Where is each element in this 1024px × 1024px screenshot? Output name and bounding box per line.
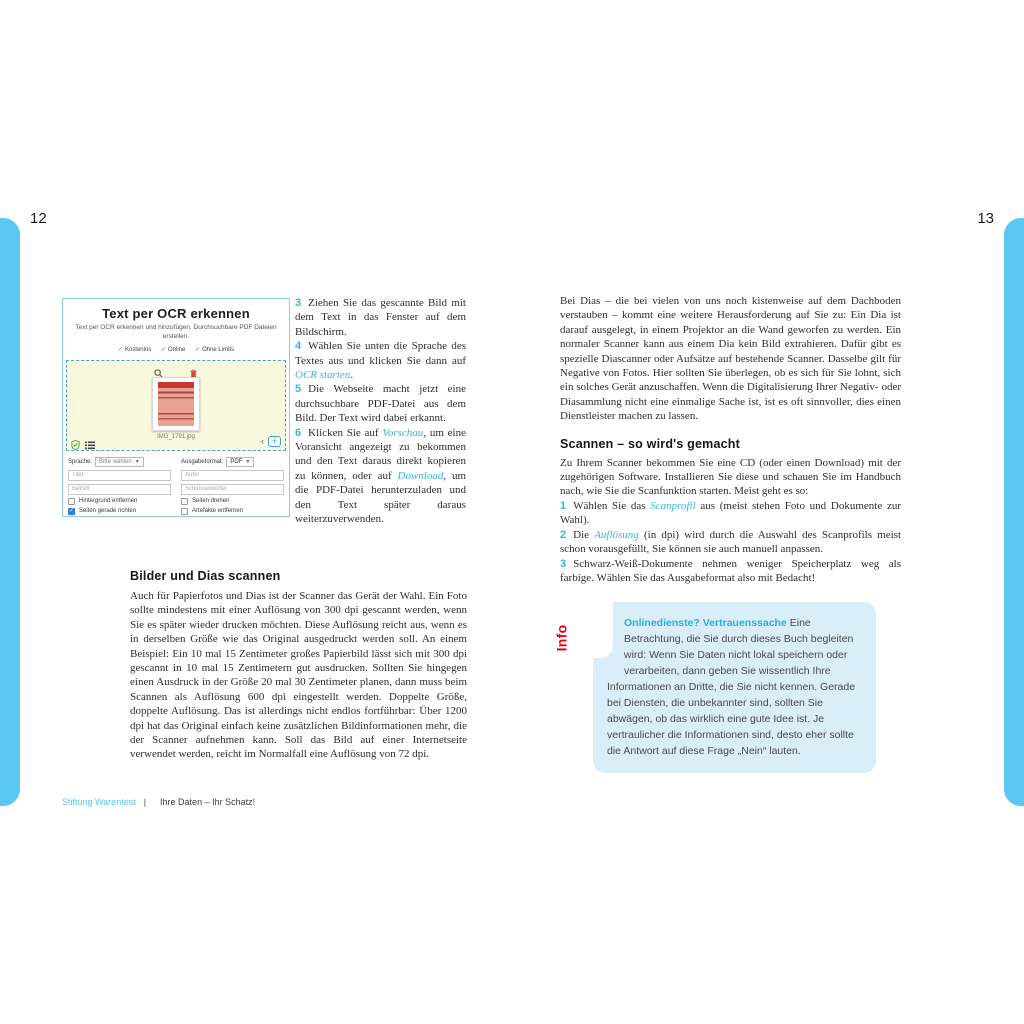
page-edge-tab-right — [1004, 218, 1024, 806]
step-3: 3 Ziehen Sie das gescannte Bild mit dem Text in das Fenster auf dem Bildschirm. — [295, 297, 466, 338]
checkbox-checked-icon: ✓ — [68, 508, 75, 515]
ausgabeformat-label: Ausgabeformat: — [181, 458, 224, 465]
autor-field[interactable] — [181, 470, 284, 481]
footer-separator: | — [143, 797, 147, 807]
page-edge-tab-left — [0, 218, 20, 806]
schluesselwoerter-field[interactable] — [181, 484, 284, 495]
step-5: 5 Die Webseite macht jetzt eine durchsuchbare PDF-Datei aus dem Bild. Der Text wird dabei erkannt. — [295, 383, 466, 425]
checkbox-icon — [181, 508, 188, 515]
titel-field[interactable] — [68, 470, 171, 481]
ocr-tool-screenshot — [62, 298, 290, 517]
chevron-down-icon: ▼ — [134, 458, 140, 465]
shield-check-icon — [71, 437, 80, 446]
prev-arrow-icon[interactable]: ‹ — [261, 435, 264, 446]
check-icon: ✓ — [195, 346, 201, 353]
right-steps — [560, 499, 901, 585]
badge-kostenlos: ✓ Kostenlos — [117, 346, 152, 353]
scanned-image-preview — [158, 382, 194, 426]
checkbox-icon — [68, 498, 75, 505]
scanned-image-thumbnail[interactable] — [152, 377, 200, 431]
info-tab-label: Info — [553, 624, 570, 652]
badge-online: ✓ Online — [160, 346, 186, 353]
check-icon: ✓ — [117, 346, 123, 353]
add-file-button[interactable]: + — [268, 436, 281, 447]
checkbox-icon — [181, 498, 188, 505]
scannen-intro: Zu Ihrem Scanner bekommen Sie eine CD (oder einen Download) mit der zugehörigen Software. Installieren Sie diese und schauen Sie im Handbuch nach, wie Sie die Scanfunktion starten. Meist geht es so: — [560, 456, 901, 498]
page-number-left: 12 — [30, 210, 47, 227]
left-steps-column — [295, 296, 466, 527]
magnifier-icon[interactable] — [154, 365, 163, 374]
info-heading: Onlinedienste? Vertrauenssache — [624, 617, 787, 630]
info-body: Eine Betrachtung, die Sie durch dieses Buch begleiten wird: Wenn Sie Daten nicht lokal speichern oder verarbeiten, dann geben Sie wissentlich Ihre Informationen an Dritte, die Sie nicht kennen. Gerade bei Diensten, die unbekannter sind, sollten Sie abwägen, ob das wirklich eine gute Idee ist. Je vertraulicher die Informationen sind, desto eher sollte die Antwort auf diese Frage „Nein“ lauten. — [607, 617, 856, 758]
checkbox-seiten-drehen[interactable]: Seiten drehen — [181, 498, 284, 505]
ausgabeformat-select[interactable]: PDF ▼ — [226, 457, 254, 467]
footer-book-title: Ihre Daten – Ihr Schatz! — [160, 797, 256, 807]
ocr-tool-subtitle: Text per OCR erkennen und hinzufügen. Durchsuchbare PDF Dateien erstellen. — [75, 324, 277, 340]
check-icon: ✓ — [160, 346, 167, 353]
step-4: 4 Wählen Sie unten die Sprache des Textes aus und klicken Sie dann auf OCR starten. — [295, 340, 466, 382]
trash-icon[interactable] — [189, 365, 198, 374]
ocr-options-form — [63, 451, 289, 515]
checkbox-seiten-gerade-richten[interactable]: ✓ Seiten gerade richten — [68, 508, 137, 515]
scanned-file-name: IMG_1791.jpg — [157, 433, 195, 440]
step-6: 6 Klicken Sie auf Vorschau, um eine Voransicht angezeigt zu bekommen und den Text daraus direkt kopieren zu können, oder auf Download, um die PDF-Datei herunterzuladen und den Text später daraus weiterzuverwenden. — [295, 426, 466, 526]
file-drop-area[interactable] — [66, 360, 286, 451]
link-aufloesung: Auflösung — [594, 528, 639, 541]
link-vorschau: Vorschau — [382, 426, 424, 439]
info-notch — [593, 602, 613, 658]
step-1: 1 Wählen Sie das Scanprofil aus (meist stehen Foto und Dokumente zur Wahl). — [560, 499, 901, 527]
section-body: Auch für Papierfotos und Dias ist der Scanner das Gerät der Wahl. Ein Foto sollte mindestens mit einer Auflösung von 300 dpi gescannt werden, wenn Sie es später wieder drucken möchten. Diese Auflösung reicht aus, wenn es in derselben Größe wie das Original ausgedruckt werden soll. An einem Beispiel: Ein 10 mal 15 Zentimeter großes Papierbild lässt sich mit 300 dpi gescannt in 10 mal 15 Zentimetern gut ausdrucken. Sollten Sie hingegen einen Ausdruck in der Größe 20 mal 30 Zentimeter planen, dann muss beim Scannen als Auflösung 600 dpi eingestellt werden. Doppelte Größe, doppelte Auflösung. Das ist allerdings nicht endlos fortführbar: Über 1200 dpi hat das Original einfach keine zusätzlichen Bildinformationen mehr, die der Scanner aufnehmen kann. Soll das Bild auf einer Internetseite verwendet werden, reicht im Normalfall eine Auflösung von 72 dpi. — [130, 590, 467, 761]
info-callout — [553, 602, 901, 773]
left-lower-section — [130, 569, 467, 762]
checkbox-hintergrund-entfernen[interactable]: Hintergrund entfernen — [68, 498, 171, 505]
right-page-column — [553, 294, 901, 773]
page-footer — [62, 797, 255, 807]
page-number-right: 13 — [977, 210, 994, 227]
info-box — [593, 602, 876, 773]
sprache-select[interactable]: Bitte wählen ▼ — [95, 457, 144, 467]
link-download: Download — [397, 469, 444, 482]
ocr-tool-title: Text per OCR erkennen — [102, 306, 250, 321]
footer-brand: Stiftung Warentest — [62, 797, 136, 807]
list-icon[interactable] — [85, 437, 94, 446]
section-heading-scannen: Scannen – so wird's gemacht — [560, 436, 740, 451]
betreff-field[interactable] — [68, 484, 171, 495]
step-2: 2 Die Auflösung (in dpi) wird durch die Auswahl des Scanprofils meist schon vorausgefüllt, Sie können sie auch manuell anpassen. — [560, 528, 901, 556]
section-heading-bilder-und-dias: Bilder und Dias scannen — [130, 569, 281, 583]
ocr-tool-header — [63, 299, 289, 357]
badge-ohne-limits: ✓ Ohne Limits — [195, 346, 235, 353]
link-ocr-starten: OCR starten — [295, 369, 351, 382]
step-3-right: 3 Schwarz-Weiß-Dokumente nehmen weniger Speicherplatz weg als farbige. Wählen Sie das Ausgabeformat also mit Bedacht! — [560, 557, 901, 584]
sprache-label: Sprache: — [68, 458, 93, 465]
chevron-down-icon: ▼ — [245, 458, 251, 465]
checkbox-artefakte-entfernen[interactable]: Artefakte entfernen — [181, 508, 284, 515]
ocr-tool-badges — [73, 346, 279, 353]
dias-paragraph: Bei Dias – die bei vielen von uns noch kistenweise auf dem Dachboden verstauben – kommt eine weitere Herausforderung auf Sie zu: Ein Dia ist darauf ausgelegt, in einem Projektor an die Wand geworfen zu werden. Ein normaler Scanner kann aus einem Dia kein Bild extrahieren. Dafür gibt es spezielle Diascanner oder Aufsätze auf bestehende Scanner. Dasselbe gilt für Negative von Fotos. Hier sollten Sie überlegen, ob es sich für Sie lohnt, sich ein solches Gerät anzuschaffen. Wenn die Digitalisierung Ihrer Negativ- oder Diasammlung nicht eine einmalige Sache ist, ist es oft sinnvoller, dies einen Dienstleister machen zu lassen. — [560, 295, 901, 423]
link-scanprofil: Scanprofil — [650, 499, 696, 512]
